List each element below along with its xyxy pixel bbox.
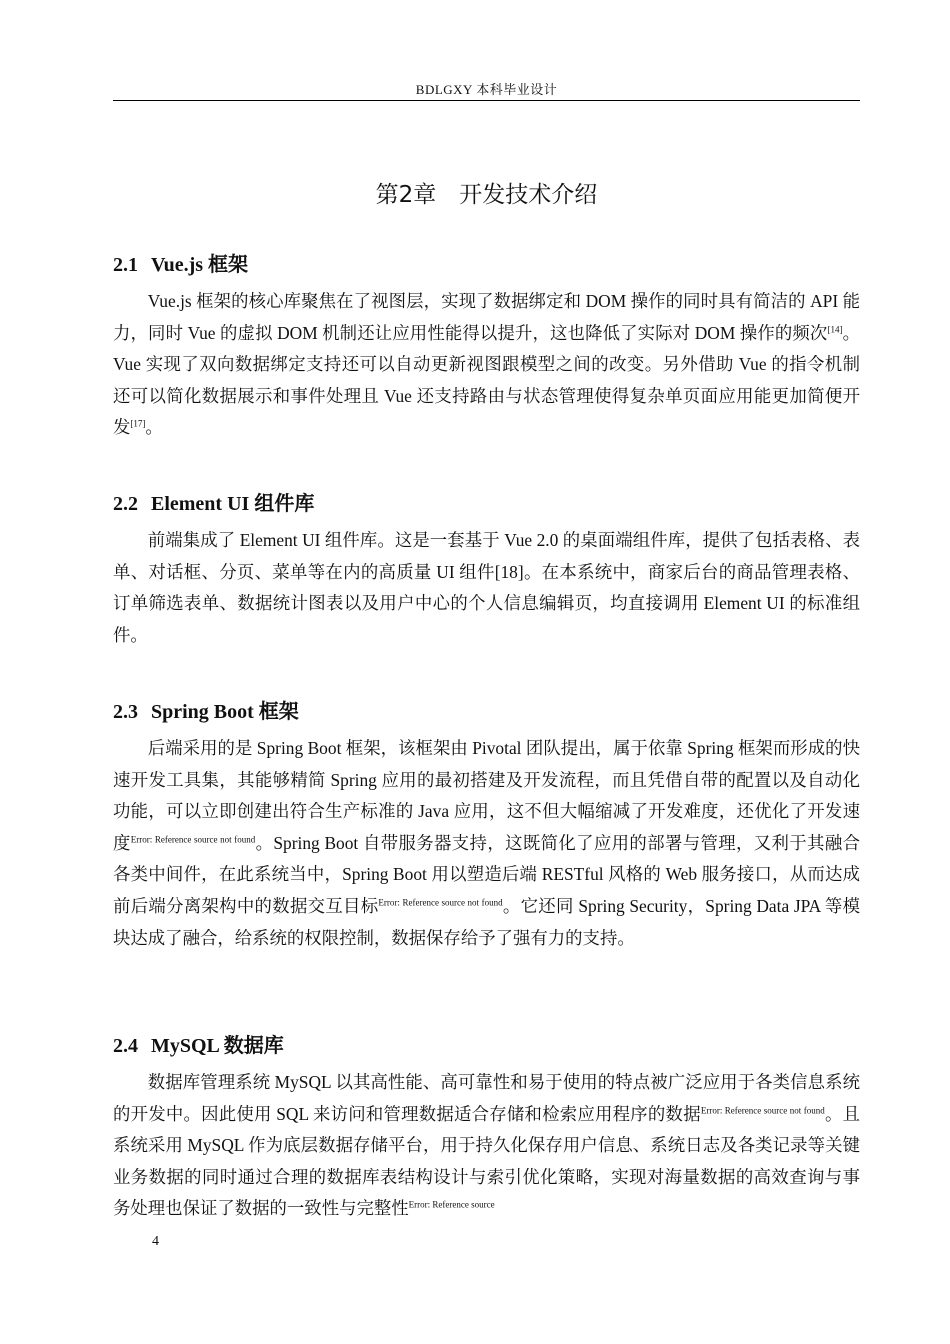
section-title-text: MySQL 数据库 xyxy=(151,1035,284,1057)
paragraph-text: 后端采用的是 Spring Boot 框架，该框架由 Pivotal 团队提出，属于依靠 Spring 框架而形成的快速开发工具集，其能够精简 Spring 应用的最初搭建及开发流程，而且凭借自带的配置以及自动化功能，可以立即创建出符合生产标准的 Java 应用，这不但大幅缩减了开发难度，还优化了开发速度 xyxy=(113,738,860,853)
section-2-3 xyxy=(113,697,860,954)
running-header: BDLGXY 本科毕业设计 xyxy=(415,82,558,97)
page-number: 4 xyxy=(152,1234,159,1249)
section-paragraph xyxy=(113,1067,860,1225)
citation-error: Error: Reference source not found xyxy=(378,897,503,908)
paragraph-text: 。Vue 实现了双向数据绑定支持还可以自动更新视图跟模型之间的改变。另外借助 Vue 的指令机制还可以简化数据展示和事件处理且 Vue 还支持路由与状态管理使得复杂单页面应用能更加简便开发 xyxy=(113,322,860,438)
section-title-text: Element UI 组件库 xyxy=(151,493,315,515)
section-number: 2.2 xyxy=(113,493,138,515)
section-number: 2.4 xyxy=(113,1035,138,1057)
section-paragraph xyxy=(113,286,860,444)
paragraph-text: 。Spring Boot 自带服务器支持，这既简化了应用的部署与管理，又利于其融合各类中间件，在此系统当中，Spring Boot 用以塑造后端 RESTful 风格的 Web 服务接口，从而达成前后端分离架构中的数据交互目标 xyxy=(113,832,860,916)
citation: [17] xyxy=(130,419,146,430)
section-heading xyxy=(113,697,860,727)
paragraph-text: 前端集成了 Element UI 组件库。这是一套基于 Vue 2.0 的桌面端组件库，提供了包括表格、表单、对话框、分页、菜单等在内的高质量 UI 组件[18]。在本系统中，商家后台的商品管理表格、订单筛选表单、数据统计图表以及用户中心的个人信息编辑页，均直接调用 Element UI 的标准组件。 xyxy=(113,530,860,645)
citation: [14] xyxy=(827,324,843,335)
paragraph-text: 。 xyxy=(145,417,163,438)
paragraph-text: 。且系统采用 MySQL 作为底层数据存储平台，用于持久化保存用户信息、系统日志及各类记录等关键业务数据的同时通过合理的数据库表结构设计与索引优化策略，实现对海量数据的高效查询与事务处理也保证了数据的一致性与完整性 xyxy=(113,1103,860,1219)
section-number: 2.3 xyxy=(113,701,138,723)
section-heading xyxy=(113,250,860,280)
section-title-text: Spring Boot 框架 xyxy=(151,701,299,723)
paragraph-text: Vue.js 框架的核心库聚焦在了视图层，实现了数据绑定和 DOM 操作的同时具有简洁的 API 能力，同时 Vue 的虚拟 DOM 机制还让应用性能得以提升，这也降低了实际对 DOM 操作的频次 xyxy=(113,291,860,343)
header-rule xyxy=(113,100,860,101)
paragraph-text: 数据库管理系统 MySQL 以其高性能、高可靠性和易于使用的特点被广泛应用于各类信息系统的开发中。因此使用 SQL 来访问和管理数据适合存储和检索应用程序的数据 xyxy=(113,1072,860,1124)
section-2-4 xyxy=(113,1031,860,1225)
section-heading xyxy=(113,1031,860,1061)
section-paragraph xyxy=(113,525,860,651)
section-heading xyxy=(113,489,860,519)
section-number: 2.1 xyxy=(113,254,138,276)
section-2-1 xyxy=(113,250,860,444)
section-paragraph xyxy=(113,733,860,954)
citation-error: Error: Reference source not found xyxy=(700,1105,825,1116)
section-title-text: Vue.js 框架 xyxy=(151,254,249,276)
paragraph-text: 。它还同 Spring Security，Spring Data JPA 等模块达成了融合，给系统的权限控制，数据保存给予了强有力的支持。 xyxy=(113,895,860,948)
section-2-2 xyxy=(113,489,860,651)
citation-error: Error: Reference source xyxy=(408,1200,495,1211)
citation-error: Error: Reference source not found xyxy=(130,834,256,845)
chapter-title: 第2章 开发技术介绍 xyxy=(375,182,598,208)
